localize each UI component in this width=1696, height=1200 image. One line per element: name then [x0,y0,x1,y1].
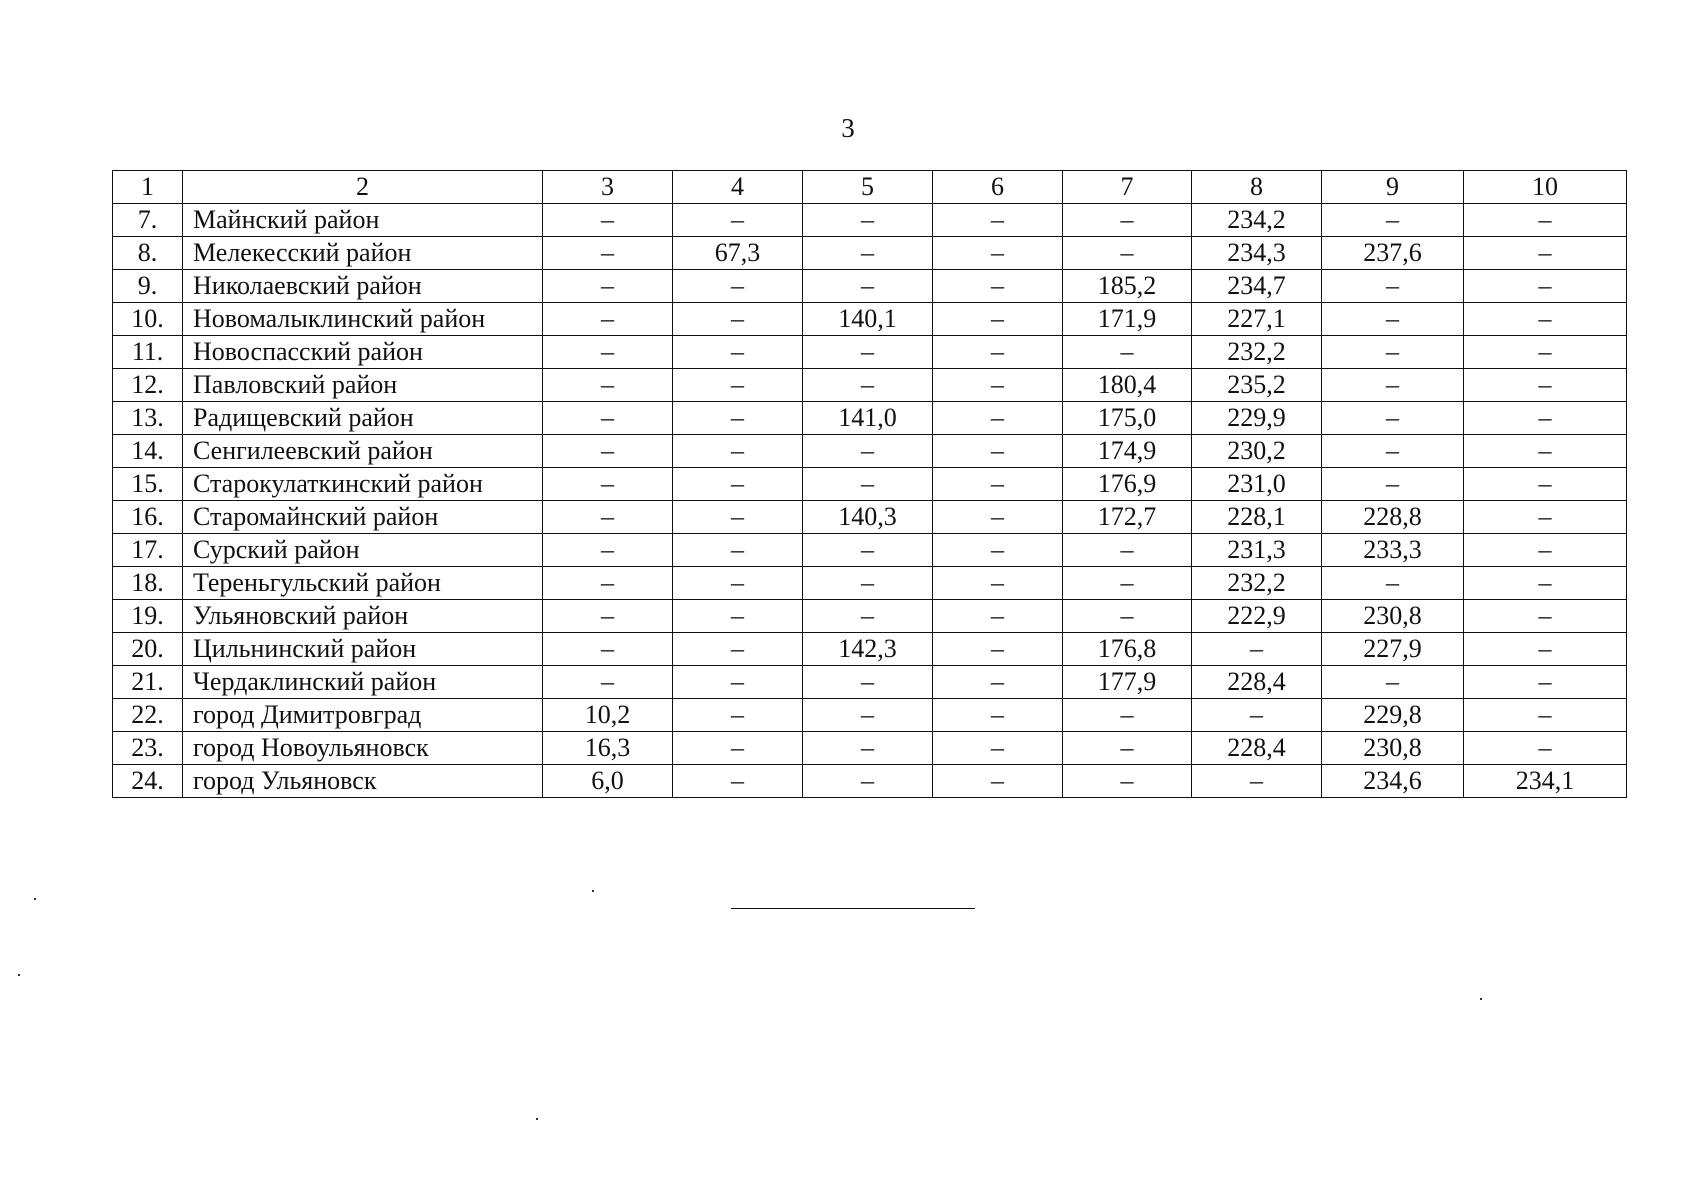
value-cell: 176,9 [1063,468,1192,501]
value-cell: – [1464,303,1627,336]
value-cell: 140,3 [803,501,933,534]
value-cell: – [1322,468,1464,501]
value-cell: – [803,237,933,270]
value-cell: 6,0 [543,765,673,798]
district-name-cell: Новоспасский район [183,336,543,369]
value-cell: – [543,600,673,633]
district-name-cell: Мелекесский район [183,237,543,270]
row-number-cell: 22. [113,699,183,732]
row-number-cell: 12. [113,369,183,402]
column-header: 6 [933,171,1063,204]
column-header: 3 [543,171,673,204]
value-cell: 230,8 [1322,600,1464,633]
value-cell: – [803,204,933,237]
value-cell: 228,1 [1192,501,1322,534]
row-number-cell: 20. [113,633,183,666]
value-cell: – [933,237,1063,270]
value-cell: – [933,567,1063,600]
value-cell: 234,1 [1464,765,1627,798]
value-cell: – [1063,600,1192,633]
district-name-cell: Сурский район [183,534,543,567]
value-cell: 230,8 [1322,732,1464,765]
value-cell: – [1464,600,1627,633]
value-cell: – [1322,303,1464,336]
row-number-cell: 15. [113,468,183,501]
scan-speck [18,974,20,976]
row-number-cell: 13. [113,402,183,435]
district-name-cell: Павловский район [183,369,543,402]
table-row [113,534,1627,567]
row-number-cell: 10. [113,303,183,336]
value-cell: – [1322,336,1464,369]
district-name-cell: Новомалыклинский район [183,303,543,336]
value-cell: – [803,732,933,765]
value-cell: – [1192,699,1322,732]
value-cell: 232,2 [1192,567,1322,600]
value-cell: – [803,600,933,633]
row-number-cell: 23. [113,732,183,765]
value-cell: – [543,435,673,468]
row-number-cell: 24. [113,765,183,798]
value-cell: – [933,402,1063,435]
value-cell: – [1063,699,1192,732]
district-name-cell: город Ульяновск [183,765,543,798]
value-cell: 234,2 [1192,204,1322,237]
district-name-cell: город Новоульяновск [183,732,543,765]
value-cell: – [543,666,673,699]
row-number-cell: 21. [113,666,183,699]
column-header: 4 [673,171,803,204]
value-cell: – [673,666,803,699]
value-cell: – [543,270,673,303]
value-cell: 140,1 [803,303,933,336]
column-header: 2 [183,171,543,204]
value-cell: 227,1 [1192,303,1322,336]
district-name-cell: Майнский район [183,204,543,237]
value-cell: – [673,567,803,600]
value-cell: – [673,765,803,798]
value-cell: – [673,633,803,666]
value-cell: – [933,336,1063,369]
table-row [113,237,1627,270]
value-cell: – [1464,237,1627,270]
value-cell: – [1322,270,1464,303]
value-cell: – [803,567,933,600]
value-cell: – [543,336,673,369]
value-cell: – [933,699,1063,732]
table-row [113,369,1627,402]
value-cell: – [1322,204,1464,237]
value-cell: – [1464,699,1627,732]
value-cell: – [673,336,803,369]
value-cell: – [543,501,673,534]
value-cell: – [803,699,933,732]
value-cell: – [543,402,673,435]
value-cell: 67,3 [673,237,803,270]
value-cell: 185,2 [1063,270,1192,303]
value-cell: – [1063,336,1192,369]
row-number-cell: 16. [113,501,183,534]
value-cell: 16,3 [543,732,673,765]
value-cell: – [673,501,803,534]
value-cell: 171,9 [1063,303,1192,336]
value-cell: – [803,468,933,501]
value-cell: – [543,468,673,501]
scan-speck [1480,998,1482,1000]
value-cell: – [1322,369,1464,402]
value-cell: – [1192,765,1322,798]
value-cell: – [1464,501,1627,534]
value-cell: 233,3 [1322,534,1464,567]
value-cell: 230,2 [1192,435,1322,468]
district-name-cell: Цильнинский район [183,633,543,666]
table-row [113,435,1627,468]
scan-speck [592,890,594,892]
value-cell: – [1063,765,1192,798]
value-cell: – [1192,633,1322,666]
column-header: 10 [1464,171,1627,204]
value-cell: 175,0 [1063,402,1192,435]
district-name-cell: Старомайнский район [183,501,543,534]
value-cell: – [543,567,673,600]
table-row [113,303,1627,336]
value-cell: – [933,600,1063,633]
value-cell: – [933,435,1063,468]
value-cell: 176,8 [1063,633,1192,666]
value-cell: 180,4 [1063,369,1192,402]
row-number-cell: 17. [113,534,183,567]
value-cell: – [933,732,1063,765]
value-cell: – [673,600,803,633]
row-number-cell: 19. [113,600,183,633]
value-cell: – [933,765,1063,798]
value-cell: – [673,303,803,336]
value-cell: – [1464,435,1627,468]
district-name-cell: Тереньгульский район [183,567,543,600]
value-cell: 228,4 [1192,666,1322,699]
district-name-cell: Чердаклинский район [183,666,543,699]
column-header: 7 [1063,171,1192,204]
value-cell: – [933,633,1063,666]
column-header: 9 [1322,171,1464,204]
table-row [113,567,1627,600]
value-cell: – [1063,732,1192,765]
district-name-cell: Радищевский район [183,402,543,435]
divider-line [731,908,975,909]
value-cell: 172,7 [1063,501,1192,534]
value-cell: – [1464,369,1627,402]
row-number-cell: 11. [113,336,183,369]
value-cell: 231,0 [1192,468,1322,501]
value-cell: – [1464,732,1627,765]
table-row [113,468,1627,501]
district-name-cell: Сенгилеевский район [183,435,543,468]
value-cell: – [1063,567,1192,600]
value-cell: – [933,303,1063,336]
value-cell: – [1464,666,1627,699]
value-cell: – [1322,435,1464,468]
value-cell: 237,6 [1322,237,1464,270]
row-number-cell: 9. [113,270,183,303]
value-cell: – [803,534,933,567]
value-cell: 235,2 [1192,369,1322,402]
value-cell: – [1464,336,1627,369]
page-number: 3 [841,113,855,143]
value-cell: – [803,765,933,798]
value-cell: – [933,666,1063,699]
value-cell: – [1322,666,1464,699]
table-row [113,765,1627,798]
value-cell: – [673,699,803,732]
district-name-cell: Николаевский район [183,270,543,303]
column-header: 5 [803,171,933,204]
value-cell: – [1464,270,1627,303]
table-row [113,732,1627,765]
value-cell: 231,3 [1192,534,1322,567]
value-cell: – [803,435,933,468]
value-cell: 234,3 [1192,237,1322,270]
value-cell: – [673,402,803,435]
value-cell: 232,2 [1192,336,1322,369]
value-cell: 141,0 [803,402,933,435]
value-cell: 142,3 [803,633,933,666]
value-cell: 228,4 [1192,732,1322,765]
district-name-cell: Старокулаткинский район [183,468,543,501]
value-cell: 234,7 [1192,270,1322,303]
district-name-cell: город Димитровград [183,699,543,732]
value-cell: – [803,369,933,402]
table-row [113,402,1627,435]
value-cell: 10,2 [543,699,673,732]
table-row [113,204,1627,237]
value-cell: – [543,369,673,402]
row-number-cell: 7. [113,204,183,237]
value-cell: – [933,204,1063,237]
value-cell: 222,9 [1192,600,1322,633]
value-cell: – [543,204,673,237]
column-header: 1 [113,171,183,204]
value-cell: – [803,336,933,369]
table-row [113,600,1627,633]
value-cell: – [933,534,1063,567]
value-cell: – [543,303,673,336]
table-row [113,633,1627,666]
table-row [113,270,1627,303]
value-cell: – [543,633,673,666]
value-cell: – [673,468,803,501]
table-header-row [113,171,1627,204]
value-cell: – [1063,204,1192,237]
table-body [113,204,1627,798]
value-cell: – [673,270,803,303]
value-cell: – [1464,534,1627,567]
district-name-cell: Ульяновский район [183,600,543,633]
value-cell: – [673,435,803,468]
row-number-cell: 14. [113,435,183,468]
scan-speck [34,898,36,900]
row-number-cell: 8. [113,237,183,270]
value-cell: – [1322,402,1464,435]
value-cell: – [673,732,803,765]
table-row [113,699,1627,732]
value-cell: 177,9 [1063,666,1192,699]
value-cell: 174,9 [1063,435,1192,468]
value-cell: – [1464,633,1627,666]
value-cell: – [673,204,803,237]
value-cell: – [673,369,803,402]
value-cell: – [1464,567,1627,600]
value-cell: – [933,369,1063,402]
table-row [113,336,1627,369]
value-cell: – [1464,204,1627,237]
value-cell: – [803,270,933,303]
table-row [113,666,1627,699]
value-cell: 228,8 [1322,501,1464,534]
value-cell: – [1063,534,1192,567]
scan-speck [536,1118,538,1120]
value-cell: 227,9 [1322,633,1464,666]
value-cell: – [933,270,1063,303]
value-cell: – [543,237,673,270]
column-header: 8 [1192,171,1322,204]
value-cell: – [933,501,1063,534]
value-cell: 229,9 [1192,402,1322,435]
value-cell: 234,6 [1322,765,1464,798]
data-table [112,170,1627,798]
value-cell: – [803,666,933,699]
value-cell: 229,8 [1322,699,1464,732]
value-cell: – [1063,237,1192,270]
value-cell: – [933,468,1063,501]
row-number-cell: 18. [113,567,183,600]
value-cell: – [1322,567,1464,600]
table-row [113,501,1627,534]
value-cell: – [673,534,803,567]
value-cell: – [1464,468,1627,501]
value-cell: – [1464,402,1627,435]
value-cell: – [543,534,673,567]
